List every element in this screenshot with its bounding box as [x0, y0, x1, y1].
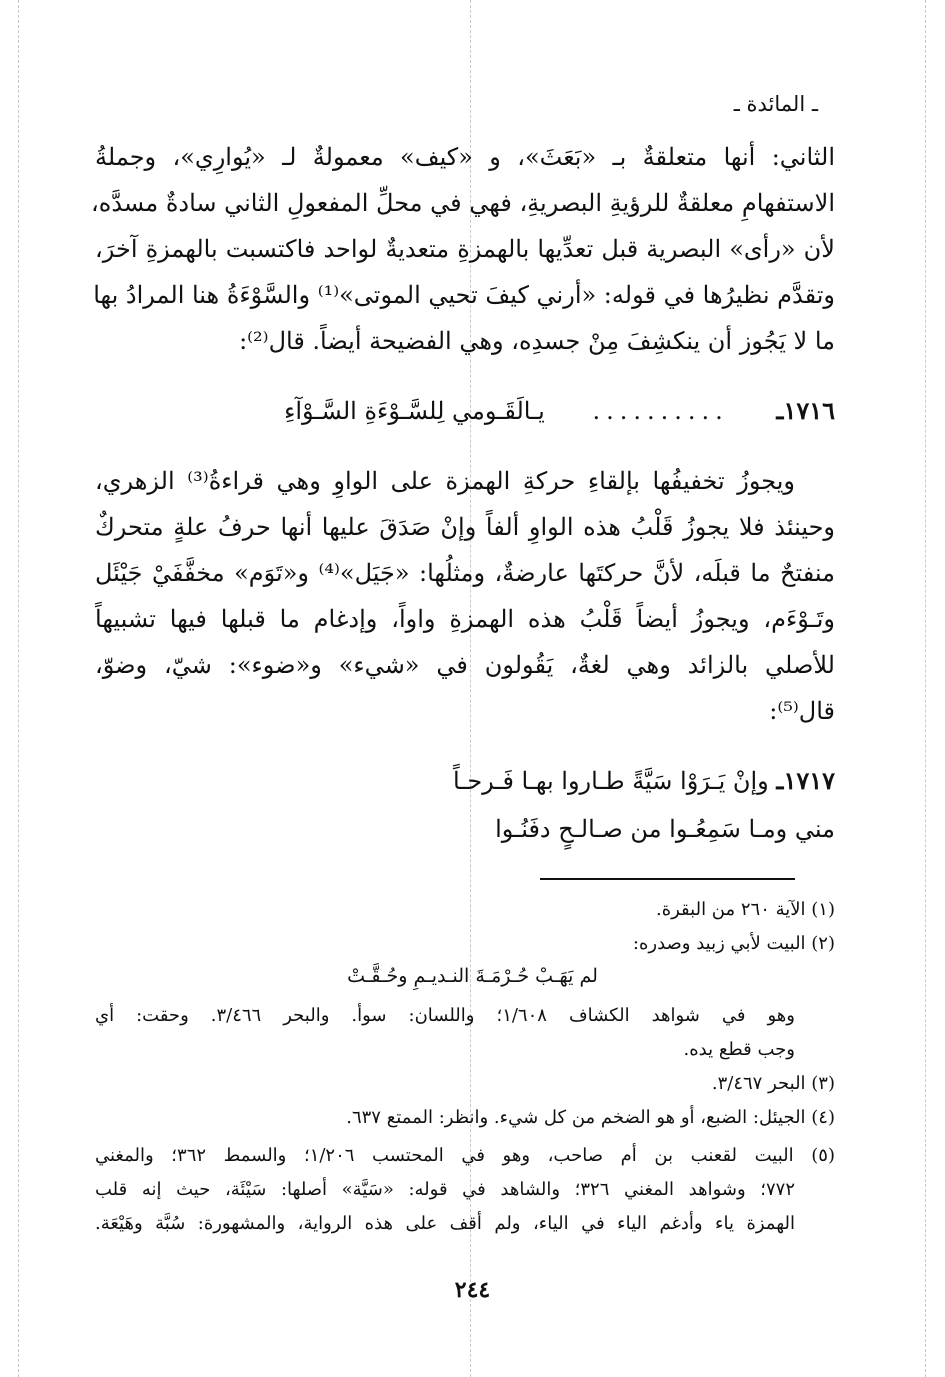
verse-1716 [95, 396, 835, 426]
footnote-2-line: وهو في شواهد الكشاف ١/٦٠٨؛ واللسان: سوأ. والبحر ٣/٤٦٦. وحقت: أي [95, 1005, 795, 1026]
paragraph-line: وحينئذ فلا يجوزُ قَلْبُ هذه الواوِ ألفاً وإنْ صَدَقَ عليها أنها حرفُ علةٍ متحركٌ [95, 513, 835, 541]
paragraph-line: لأن «رأى» البصرية قبل تعدِّيها بالهمزةِ متعديةٌ لواحد فاكتسبت بالهمزةِ آخرَ، [95, 235, 835, 263]
paragraph-line: قال⁽⁵⁾: [769, 697, 835, 725]
margin-guide-left [18, 0, 19, 1377]
margin-guide-right [925, 0, 926, 1377]
verse-1717-line1 [453, 766, 835, 796]
footnote-3: (٣) البحر ٣/٤٦٧. [711, 1073, 835, 1094]
footnote-2: (٢) البيت لأبي زبيد وصدره: [632, 933, 835, 954]
footnote-5-line: (٥) البيت لقعنب بن أم صاحب، وهو في المحتسب ١/٢٠٦؛ والسمط ٣٦٢؛ والمغني [95, 1145, 835, 1166]
paragraph-line: للأصلي بالزائد وهي لغةٌ، يَقُولون في «شيء» و«ضوء»: شيّ، وضوّ، [95, 651, 835, 679]
footnote-2-verse: لم يَهَـبْ حُـرْمَـةَ النـديـمِ وحُـقَّـتْ [347, 965, 598, 987]
paragraph-line: الاستفهامِ معلقةٌ للرؤيةِ البصريةِ، فهي في محلِّ المفعولِ الثاني سادةٌ مسدَّه، [91, 189, 835, 217]
running-header: ـ المائدة ـ [733, 92, 818, 116]
paragraph-line: الثاني: أنها متعلقةٌ بـ «بَعَثَ»، و «كيف» معمولةٌ لـ «يُوارِي»، وجملةُ [95, 143, 835, 171]
page-number: ٢٤٤ [454, 1277, 491, 1303]
verse-dots: .......... [592, 397, 729, 425]
paragraph-line: ما لا يَجُوز أن ينكشِفَ مِنْ جسدِه، وهي الفضيحة أيضاً. قال⁽²⁾: [239, 327, 835, 355]
footnote-4: (٤) الجيئل: الضبع، أو هو الضخم من كل شيء. وانظر: الممتع ٦٣٧. [346, 1107, 835, 1128]
paragraph-line: وتقدَّم نظيرُها في قوله: «أرني كيفَ تحيي الموتى»⁽¹⁾ والسَّوْءَةُ هنا المرادُ بها [93, 281, 835, 309]
footnote-separator [540, 878, 795, 880]
paragraph-line: منفتحٌ ما قبلَه، لأنَّ حركتَها عارضةٌ، ومثلُها: «جَيَل»⁽⁴⁾ و«تَوَم» مخفَّفَيْ جَيْئَل [95, 559, 835, 587]
verse-number: ١٧١٦ـ [776, 396, 835, 425]
verse-1717-line2: مني ومـا سَمِعُـوا من صـالـحٍ دفَنُـوا [495, 815, 835, 843]
verse-text: يـالَقَـومي لِلسَّـوْءَةِ السَّـوْآءِ [284, 397, 545, 425]
paragraph-line: ويجوزُ تخفيفُها بإلقاءِ حركةِ الهمزة على الواوِ وهي قراءةُ⁽³⁾ الزهري، [95, 467, 795, 495]
footnote-5-line: الهمزة ياء وأدغم الياء في الياء، ولم أقف على هذه الرواية، والمشهورة: سُبَّة وهَيْعَة. [95, 1213, 795, 1234]
footnote-1: (١) الآية ٢٦٠ من البقرة. [655, 899, 835, 920]
verse-text: وإنْ يَـرَوْا سَيَّةً طـاروا بهـا فَـرحـاً [453, 767, 769, 795]
footnote-5-line: ٧٧٢؛ وشواهد المغني ٣٢٦؛ والشاهد في قوله: «سَيَّة» أصلها: سَيْئَة، حيث إنه قلب [95, 1179, 795, 1200]
verse-number: ١٧١٧ـ [776, 766, 835, 795]
footnote-2-line: وجب قطع يده. [683, 1039, 795, 1060]
paragraph-line: وتَـوْءَم، ويجوزُ أيضاً قَلْبُ هذه الهمزةِ واواً، وإدغام ما قبلها فيها تشبيهاً [95, 605, 835, 633]
